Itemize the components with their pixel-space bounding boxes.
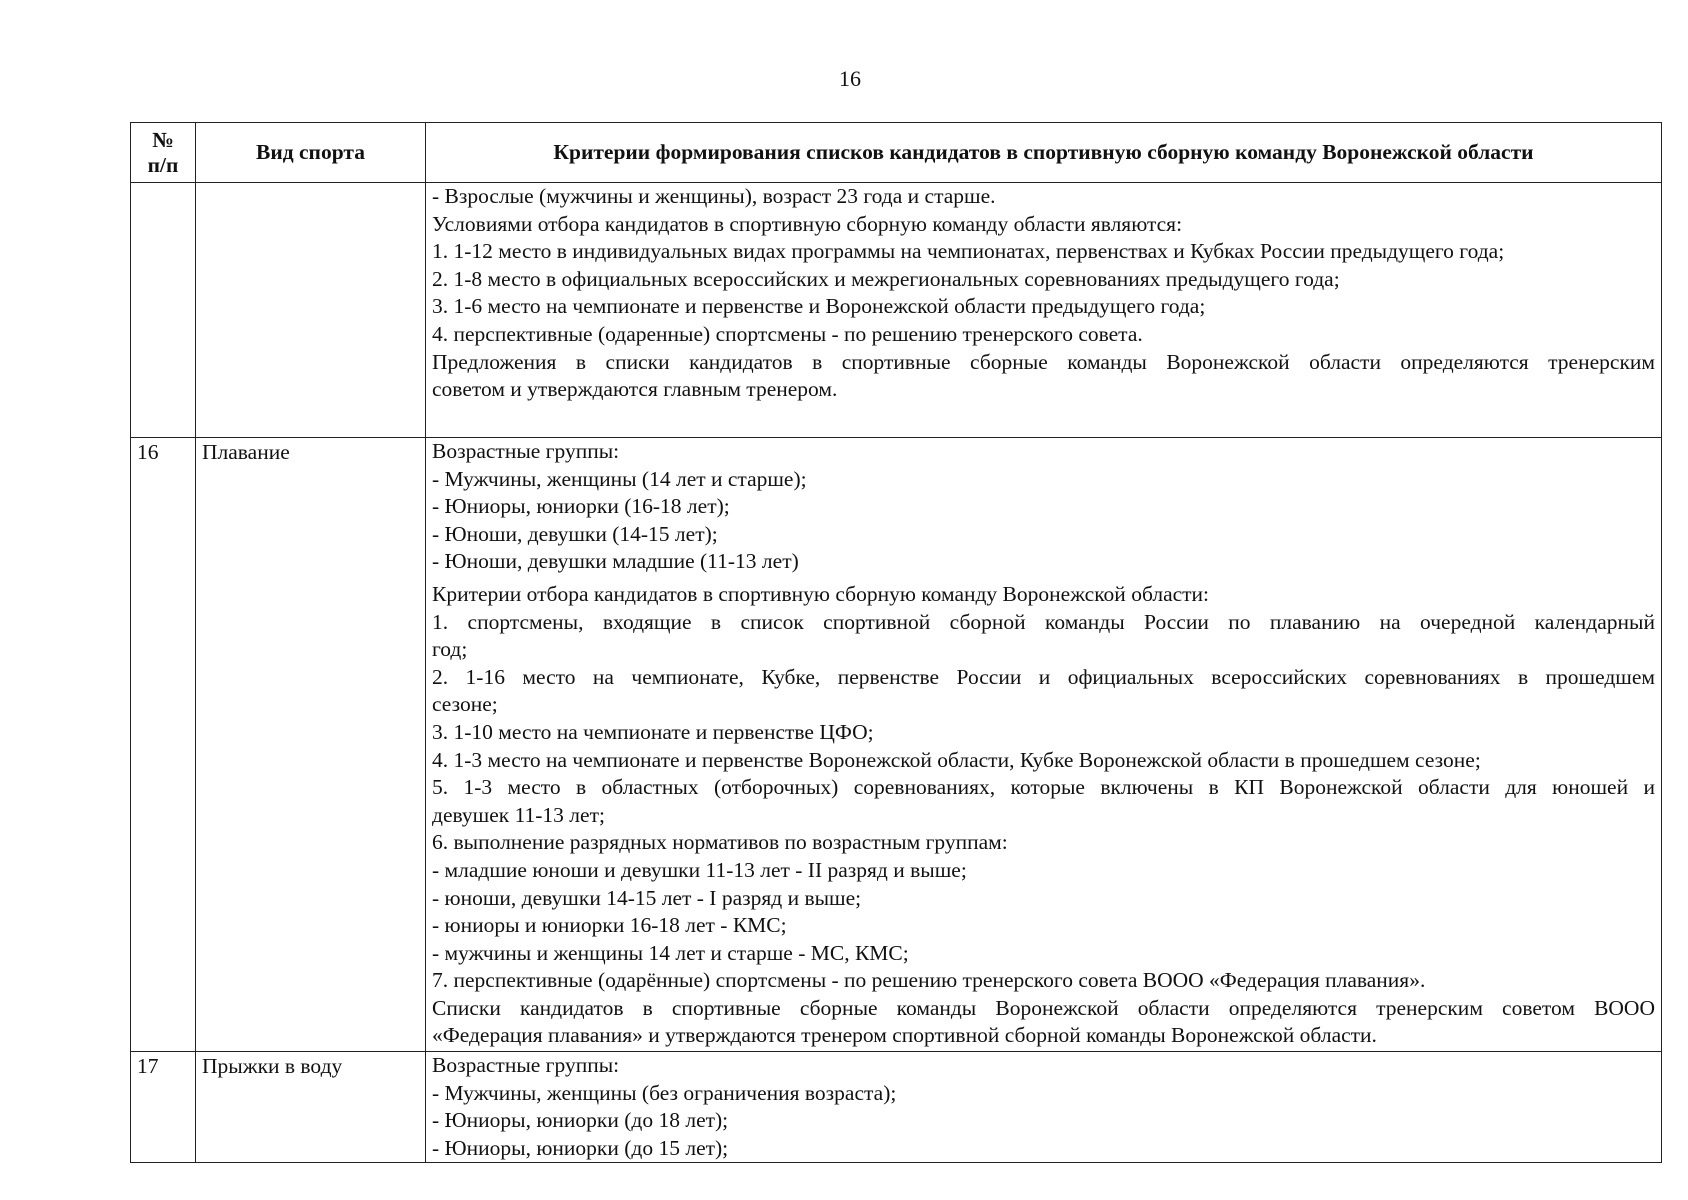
row-sport [196,183,426,438]
page-number: 16 [839,66,861,91]
criteria-line: Списки кандидатов в спортивные сборные команды Воронежской области определяются тренерским советом ВООО [432,995,1655,1020]
criteria-line: - Юноши, девушки младшие (11-13 лет) [432,549,799,574]
criteria-line: «Федерация плавания» и утверждаются тренером спортивной сборной команды Воронежской области. [432,1023,1377,1048]
criteria-line: - юноши, девушки 14-15 лет - I разряд и выше; [432,885,862,910]
row-sport: Плавание [196,438,426,1052]
criteria-line: - Мужчины, женщины (14 лет и старше); [432,466,807,491]
header-sport: Вид спорта [196,123,426,183]
criteria-line: Предложения в списки кандидатов в спортивные сборные команды Воронежской области определяются тренерским [432,349,1655,374]
criteria-line: 2. 1-8 место в официальных всероссийских и межрегиональных соревнованиях предыдущего года; [432,266,1340,291]
header-num: № п/п [131,123,196,183]
criteria-line: 3. 1-10 место на чемпионате и первенстве ЦФО; [432,719,874,744]
row-num: 17 [131,1052,196,1163]
row-criteria [426,1052,1662,1163]
criteria-line: - мужчины и женщины 14 лет и старше - МС, КМС; [432,940,909,965]
criteria-line: девушек 11-13 лет; [432,802,605,827]
criteria-line: - Юниоры, юниорки (до 18 лет); [432,1108,729,1133]
criteria-line: - младшие юноши и девушки 11-13 лет - II разряд и выше; [432,857,967,882]
criteria-line: 5. 1-3 место в областных (отборочных) соревнованиях, которые включены в КП Воронежской области для юношей и [432,775,1655,800]
criteria-line: 2. 1-16 место на чемпионате, Кубке, первенстве России и официальных всероссийских соревнованиях в прошедшем [432,664,1655,689]
row-num [131,183,196,438]
table-header-row [131,123,1662,183]
criteria-line: - Юноши, девушки (14-15 лет); [432,521,718,546]
criteria-line: Возрастные группы: [432,439,620,463]
criteria-line: - Взрослые (мужчины и женщины), возраст 23 года и старше. [432,184,996,208]
criteria-line: 7. перспективные (одарённые) спортсмены - по решению тренерского совета ВООО «Федерация плавания». [432,968,1426,993]
criteria-line: Возрастные группы: [432,1053,620,1077]
header-criteria: Критерии формирования списков кандидатов в спортивную сборную команду Воронежской области [426,123,1662,183]
criteria-line: 1. спортсмены, входящие в список спортивной сборной команды России по плаванию на очередной календарный [432,609,1655,634]
criteria-table [130,122,1662,1163]
row-criteria [426,438,1662,1052]
table-row [131,183,1662,438]
table-row [131,1052,1662,1163]
criteria-line: 3. 1-6 место на чемпионате и первенстве и Воронежской области предыдущего года; [432,294,1206,319]
criteria-line: - юниоры и юниорки 16-18 лет - КМС; [432,913,787,938]
row-num: 16 [131,438,196,1052]
criteria-line: - Мужчины, женщины (без ограничения возраста); [432,1080,897,1105]
row-criteria [426,183,1662,438]
criteria-line: 6. выполнение разрядных нормативов по возрастным группам: [432,830,1008,855]
criteria-line: 4. перспективные (одаренные) спортсмены - по решению тренерского совета. [432,321,1143,346]
row-sport: Прыжки в воду [196,1052,426,1163]
criteria-line: Условиями отбора кандидатов в спортивную сборную команду области являются: [432,211,1183,236]
criteria-line: 1. 1-12 место в индивидуальных видах программы на чемпионатах, первенствах и Кубках России предыдущего года; [432,239,1505,264]
criteria-line: - Юниоры, юниорки (до 15 лет); [432,1135,729,1160]
criteria-line: - Юниоры, юниорки (16-18 лет); [432,494,730,519]
criteria-line: Критерии отбора кандидатов в спортивную сборную команду Воронежской области: [432,581,1210,606]
criteria-line: 4. 1-3 место на чемпионате и первенстве Воронежской области, Кубке Воронежской области в прошедшем сезоне; [432,747,1481,772]
criteria-line: сезоне; [432,692,498,717]
criteria-line: год; [432,637,468,662]
table-row [131,438,1662,1052]
criteria-line: советом и утверждаются главным тренером. [432,377,838,402]
